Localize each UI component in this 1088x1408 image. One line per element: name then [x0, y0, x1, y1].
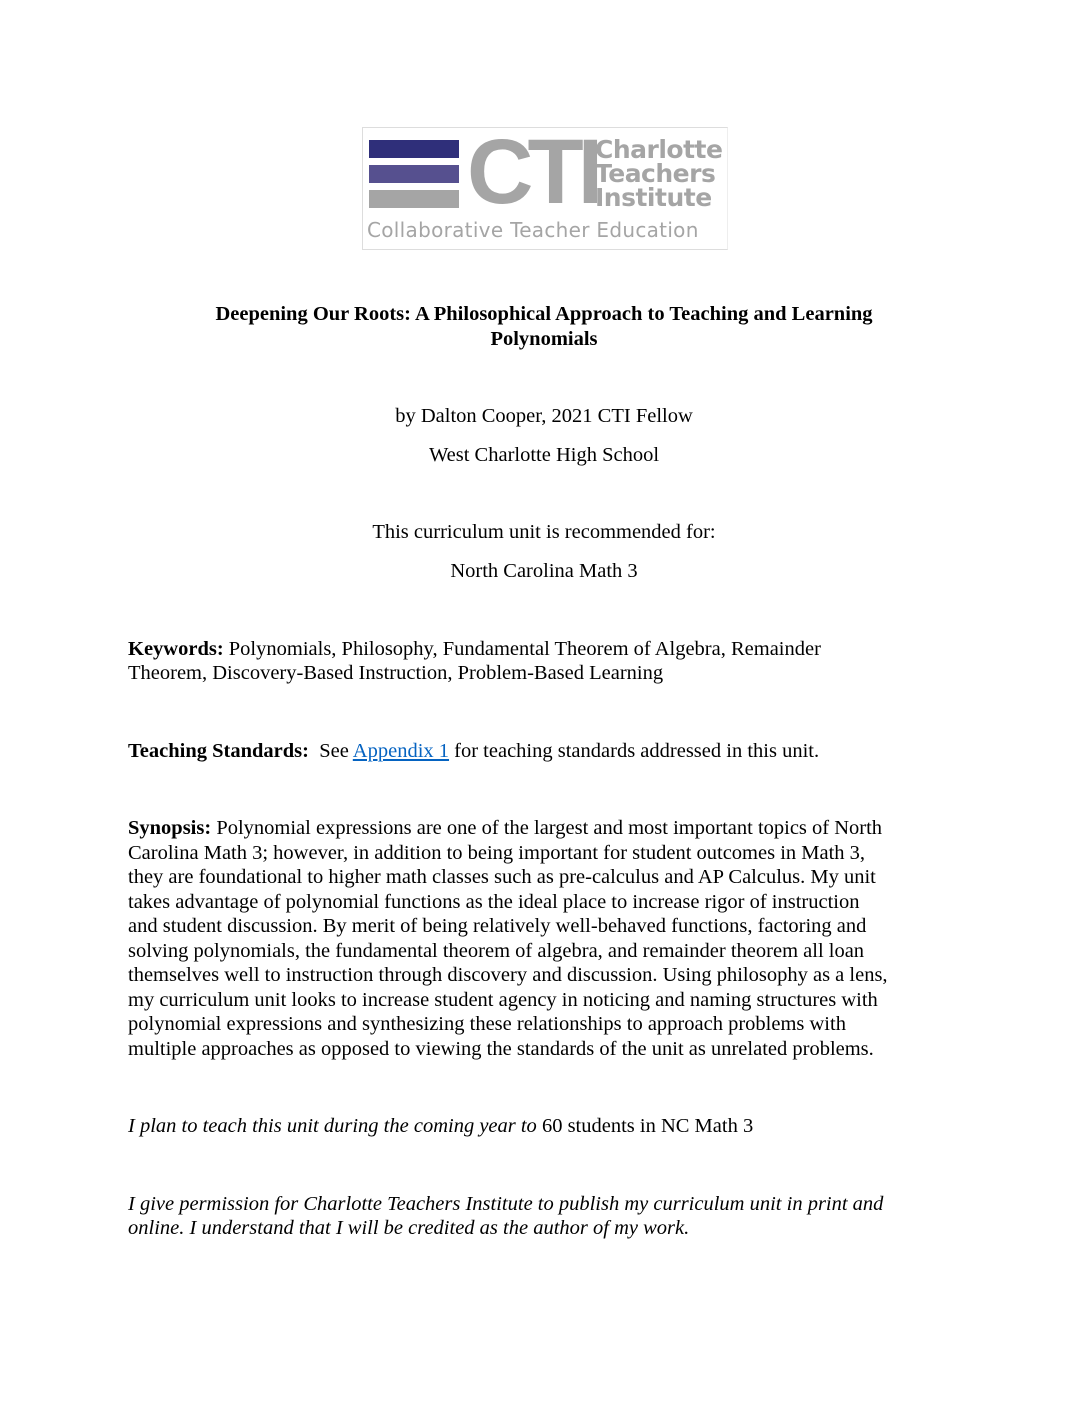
- keywords-label: Keywords:: [128, 638, 224, 660]
- document-title-line1: Deepening Our Roots: A Philosophical Approach to Teaching and Learning: [215, 303, 873, 325]
- school: West Charlotte High School: [428, 444, 660, 466]
- synopsis-text: Polynomial expressions are one of the largest and most important topics of North: [211, 817, 883, 839]
- document-title-line2: Polynomials: [490, 328, 598, 350]
- recommended-label: This curriculum unit is recommended for:: [372, 521, 716, 543]
- recommended-course: North Carolina Math 3: [450, 560, 638, 582]
- logo-name-line: Institute: [595, 183, 712, 212]
- synopsis-line: themselves well to instruction through discovery and discussion. Using philosophy as a lens,: [128, 964, 888, 986]
- logo-bar-bottom: [369, 190, 459, 208]
- standards-pre: See: [308, 740, 353, 762]
- logo-tagline: Collaborative Teacher Education: [367, 218, 699, 242]
- synopsis-line: Carolina Math 3; however, in addition to being important for student outcomes in Math 3,: [128, 841, 866, 864]
- synopsis-line: takes advantage of polynomial functions as the ideal place to increase rigor of instruction: [128, 890, 860, 913]
- logo-bar-middle: [369, 165, 459, 183]
- synopsis-label: Synopsis:: [128, 817, 212, 839]
- keywords-line2: Theorem, Discovery-Based Instruction, Problem-Based Learning: [128, 662, 664, 684]
- permission-line2: online. I understand that I will be credited as the author of my work.: [128, 1217, 690, 1239]
- standards-label: Teaching Standards:: [128, 740, 309, 762]
- synopsis-line: multiple approaches as opposed to viewing the standards of the unit as unrelated problems.: [128, 1037, 874, 1060]
- synopsis-line: and student discussion. By merit of being relatively well-behaved functions, factoring and: [128, 915, 867, 937]
- logo-bar-top: [369, 140, 459, 158]
- synopsis-line: polynomial expressions and synthesizing these relationships to approach problems with: [128, 1013, 846, 1035]
- keywords-line1: [128, 637, 821, 661]
- keywords-text: Polynomials, Philosophy, Fundamental Theorem of Algebra, Remainder: [223, 638, 821, 660]
- standards-post: for teaching standards addressed in this unit.: [449, 740, 820, 762]
- synopsis-line: they are foundational to higher math classes such as pre-calculus and AP Calculus. My unit: [128, 866, 876, 888]
- author: by Dalton Cooper, 2021 CTI Fellow: [395, 405, 693, 427]
- synopsis-line: [128, 816, 882, 840]
- permission-line1: I give permission for Charlotte Teachers Institute to publish my curriculum unit in print and: [128, 1193, 884, 1215]
- synopsis-line: my curriculum unit looks to increase student agency in noticing and naming structures with: [128, 988, 878, 1011]
- logo-name-line: Teachers: [595, 159, 716, 188]
- plan-statement: [128, 1114, 753, 1138]
- logo-acronym: CTI: [467, 121, 598, 223]
- cti-logo: [362, 121, 728, 250]
- plan-rest: 60 students in NC Math 3: [541, 1115, 754, 1137]
- teaching-standards: [128, 739, 819, 763]
- appendix-1-link[interactable]: Appendix 1: [352, 740, 450, 762]
- logo-name-line: Charlotte: [595, 135, 723, 164]
- plan-italic: I plan to teach this unit during the coming year to: [128, 1115, 542, 1137]
- synopsis-line: solving polynomials, the fundamental theorem of algebra, and remainder theorem all loan: [128, 939, 865, 962]
